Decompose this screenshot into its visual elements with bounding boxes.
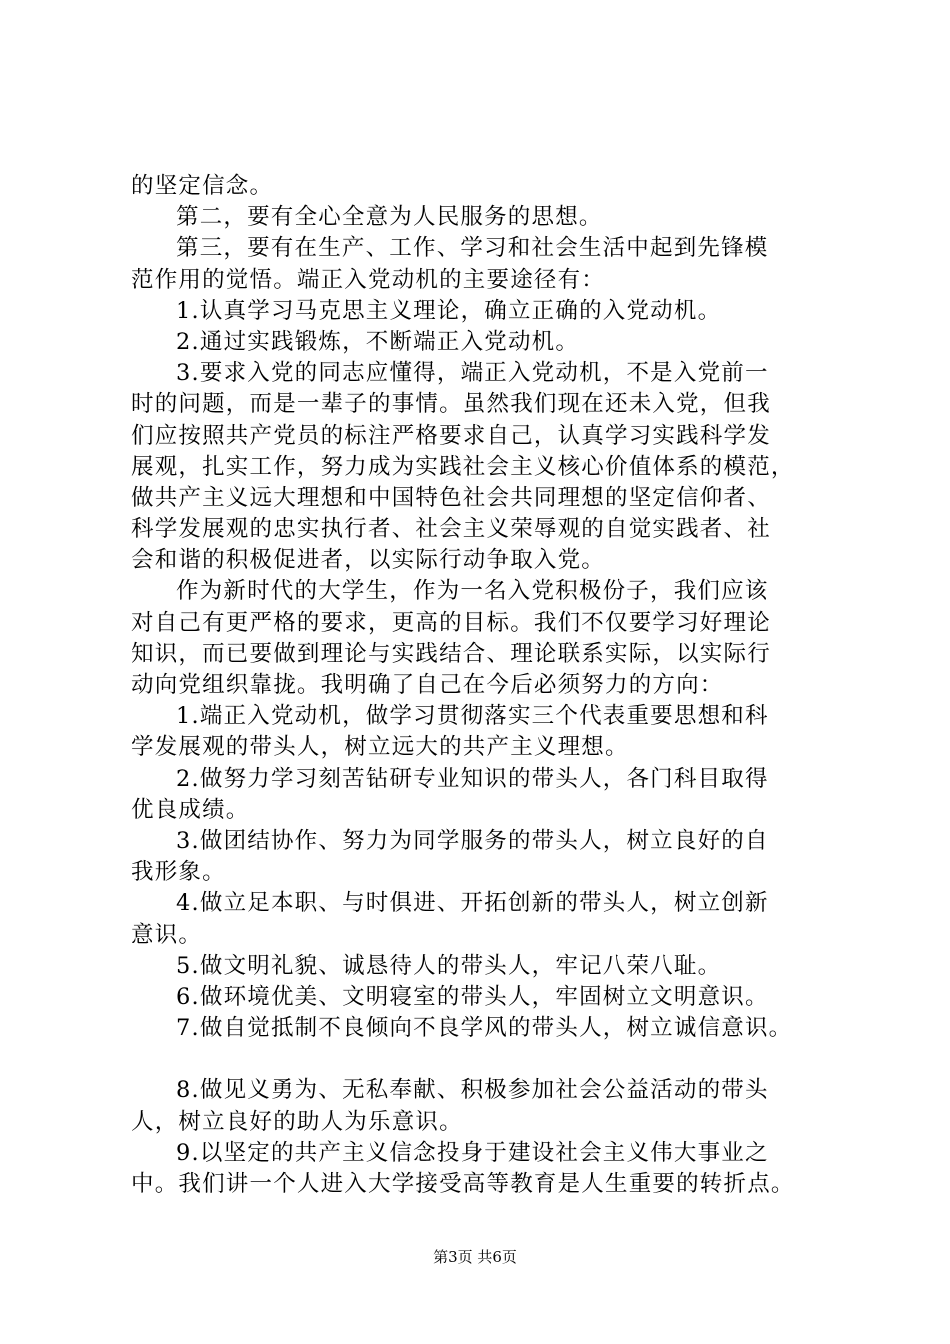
- text-line: 9.以坚定的共产主义信念投身于建设社会主义伟大事业之: [176, 1139, 769, 1166]
- text-line: 中。我们讲一个人进入大学接受高等教育是人生重要的转折点。: [131, 1171, 795, 1197]
- text-line: 人，树立良好的助人为乐意识。: [131, 1108, 463, 1135]
- blank-line: [131, 1044, 831, 1075]
- text-line: 3.要求入党的同志应懂得，端正入党动机，不是入党前一: [176, 360, 769, 387]
- text-line: 我形象。: [131, 859, 226, 886]
- text-line: 范作用的觉悟。端正入党动机的主要途径有：: [131, 266, 606, 293]
- text-line: 5.做文明礼貌、诚恳待人的带头人，牢记八荣八耻。: [176, 952, 722, 979]
- text-line: 8.做见义勇为、无私奉献、积极参加社会公益活动的带头: [176, 1077, 769, 1104]
- text-line: 们应按照共产党员的标注严格要求自己，认真学习实践科学发: [131, 422, 771, 449]
- text-line: 学发展观的带头人，树立远大的共产主义理想。: [131, 734, 629, 761]
- text-line: 2.做努力学习刻苦钻研专业知识的带头人，各门科目取得: [176, 765, 769, 792]
- text-line: 1.认真学习马克思主义理论，确立正确的入党动机。: [176, 297, 722, 324]
- text-line: 优良成绩。: [131, 796, 250, 823]
- document-body: [131, 171, 831, 1200]
- text-line: 展观，扎实工作，努力成为实践社会主义核心价值体系的模范，: [131, 453, 795, 480]
- text-line: 7.做自觉抵制不良倾向不良学风的带头人，树立诚信意识。: [176, 1015, 793, 1042]
- text-line: 1.端正入党动机，做学习贯彻落实三个代表重要思想和科: [176, 703, 769, 730]
- text-line: 作为新时代的大学生，作为一名入党积极份子，我们应该: [176, 578, 769, 605]
- text-line: 4.做立足本职、与时俱进、开拓创新的带头人，树立创新: [176, 890, 769, 917]
- text-line: 意识。: [131, 921, 203, 948]
- text-line: 时的问题，而是一辈子的事情。虽然我们现在还未入党，但我: [131, 391, 771, 418]
- text-line: 对自己有更严格的要求，更高的目标。我们不仅要学习好理论: [131, 609, 771, 636]
- text-line: 知识，而已要做到理论与实践结合、理论联系实际，以实际行: [131, 640, 771, 667]
- text-line: 的坚定信念。: [131, 173, 274, 199]
- text-line: 动向党组织靠拢。我明确了自己在今后必须努力的方向：: [131, 672, 724, 698]
- text-line: 2.通过实践锻炼，不断端正入党动机。: [176, 328, 580, 355]
- page-number-footer: 第3页 共6页: [433, 1248, 517, 1266]
- text-line: 做共产主义远大理想和中国特色社会共同理想的坚定信仰者、: [131, 484, 771, 511]
- text-line: 科学发展观的忠实执行者、社会主义荣辱观的自觉实践者、社: [131, 516, 771, 543]
- text-line: 第三，要有在生产、工作、学习和社会生活中起到先锋模: [176, 235, 769, 262]
- text-line: 3.做团结协作、努力为同学服务的带头人，树立良好的自: [176, 827, 769, 854]
- text-line: 6.做环境优美、文明寝室的带头人，牢固树立文明意识。: [176, 983, 769, 1010]
- text-line: 第二，要有全心全意为人民服务的思想。: [176, 204, 603, 231]
- text-line: 会和谐的积极促进者，以实际行动争取入党。: [131, 547, 606, 574]
